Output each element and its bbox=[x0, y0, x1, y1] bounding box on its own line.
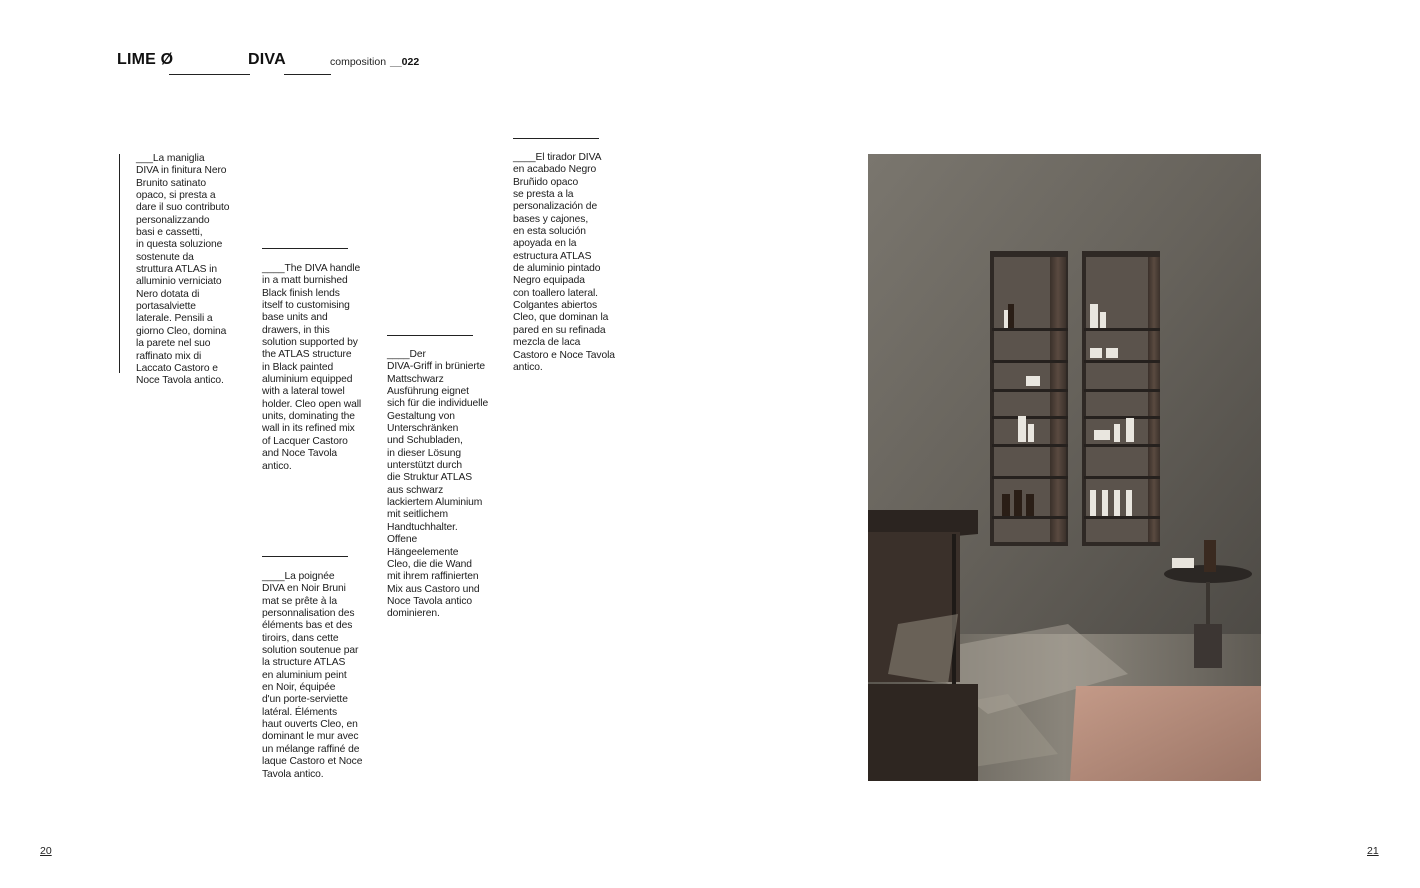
german-rule bbox=[387, 335, 473, 336]
page-number-right: 21 bbox=[1367, 845, 1379, 857]
handle-name: DIVA bbox=[248, 51, 286, 68]
italian-vertical-rule bbox=[119, 154, 120, 373]
bathroom-illustration bbox=[868, 154, 1261, 781]
text-column-french: ____La poignée DIVA en Noir Bruni mat se prête à la personnalisation des éléments bas et des tiroirs, dans cette solution soutenue par la structure ATLAS en aluminium peint en Noir, équipée d'un porte-serviette latéral. Éléments haut ouverts Cleo, en dominant le mur avec un mélange raffiné de laque Castoro et Noce Tavola antico. bbox=[262, 571, 363, 780]
product-name: LIME Ø bbox=[117, 51, 174, 68]
text-column-german: ____Der DIVA-Griff in brünierte Mattschwarz Ausführung eignet sich für die individuelle Gestaltung von Unterschränken und Schubladen, in dieser Lösung unterstützt durch die Struktur ATLAS aus schwarz lackiertem Aluminium mit seitlichem Handtuchhalter. Offene Hängeelemente Cleo, die die Wand mit ihrem raffinierten Mix aus Castoro und Noce Tavola antico dominieren. bbox=[387, 349, 489, 620]
composition-label: composition bbox=[330, 56, 387, 68]
text-column-english: ____The DIVA handle in a matt burnished Black finish lends itself to customising base units and drawers, in this solution supported by the ATLAS structure in Black painted aluminium equipped with a lateral towel holder. Cleo open wall units, dominating the wall in its refined mix of Lacquer Castoro and Noce Tavola antico. bbox=[262, 263, 362, 472]
page-number-left: 20 bbox=[40, 845, 52, 857]
spanish-rule bbox=[513, 138, 599, 139]
text-column-italian: ___La maniglia DIVA in finitura Nero Brunito satinato opaco, si presta a dare il suo contributo personalizzando basi e cassetti, in questa soluzione sostenute da struttura ATLAS in alluminio verniciato Nero dotata di portasalviette laterale. Pensili a giorno Cleo, domina la parete nel suo raffinato mix di Laccato Castoro e Noce Tavola antico. bbox=[136, 153, 230, 387]
header-underline-2 bbox=[284, 74, 331, 75]
english-rule bbox=[262, 248, 348, 249]
french-rule bbox=[262, 556, 348, 557]
header-underline-1 bbox=[169, 74, 250, 75]
text-column-spanish: ____El tirador DIVA en acabado Negro Bruñido opaco se presta a la personalización de bases y cajones, en esta solución apoyada en la estructura ATLAS de aluminio pintado Negro equipada con toallero lateral. Colgantes abiertos Cleo, que dominan la pared en su refinada mezcla de laca Castoro e Noce Tavola antico. bbox=[513, 152, 615, 373]
bathroom-photo bbox=[868, 154, 1261, 781]
composition-number: __022 bbox=[390, 56, 420, 68]
